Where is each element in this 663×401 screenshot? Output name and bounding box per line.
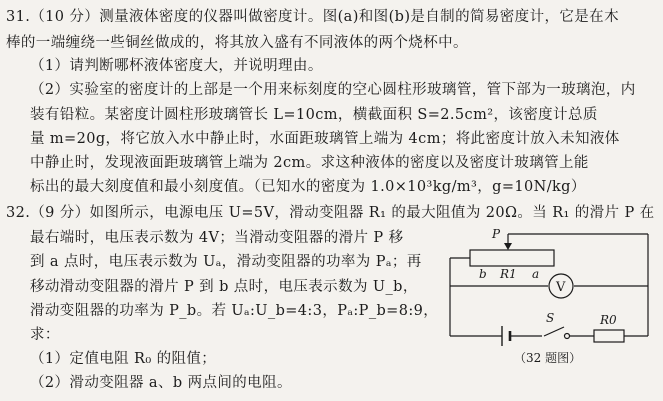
q31-line-4: （2）实验室的密度计的上部是一个用来标刻度的空心圆柱形玻璃管，管下部为一玻璃泡，内 bbox=[30, 82, 636, 98]
q31-line-2: 棒的一端缠绕一些铜丝做成的，将其放入盛有不同液体的两个烧杯中。 bbox=[6, 35, 468, 51]
q32-line-5: 滑动变阻器的功率为 P_b。若 Uₐ:U_b=4:3，Pₐ:P_b=8:9， bbox=[30, 303, 439, 319]
label-b: b bbox=[479, 267, 487, 281]
q32-line-7: （1）定值电阻 R₀ 的阻值； bbox=[30, 351, 217, 367]
label-r0: R0 bbox=[600, 313, 617, 327]
q31-line-7: 中静止时，发现液面距玻璃管上端为 2cm。求这种液体的密度以及密度计玻璃管上能 bbox=[30, 155, 589, 171]
q32-line-1: 32.（9 分）如图所示，电源电压 U=5V，滑动变阻器 R₁ 的最大阻值为 20Ω。当 R₁ 的滑片 P 在 bbox=[6, 205, 655, 221]
circuit-diagram bbox=[438, 226, 660, 366]
resistor-r0 bbox=[594, 330, 624, 342]
figure-caption: （32 题图） bbox=[514, 351, 582, 365]
label-v: V bbox=[556, 280, 566, 295]
q31-line-6: 量 m=20g，将它放入水中静止时，水面距玻璃管上端为 4cm；将此密度计放入未知液体 bbox=[30, 131, 620, 147]
q31-line-8: 标出的最大刻度值和最小刻度值。（已知水的密度为 1.0×10³kg/m³，g=10N/kg） bbox=[30, 179, 586, 195]
switch-s bbox=[544, 327, 564, 336]
q31-line-5: 装有铅粒。某密度计圆柱形玻璃管长 L=10cm，横截面积 S=2.5cm²，该密度计总质 bbox=[30, 107, 598, 123]
q31-line-3: （1）请判断哪杯液体密度大，并说明理由。 bbox=[30, 58, 323, 74]
label-s: S bbox=[546, 311, 555, 325]
q32-line-2: 最右端时，电压表示数为 4V；当滑动变阻器的滑片 P 移 bbox=[30, 230, 404, 246]
q32-line-6: 求： bbox=[30, 327, 60, 343]
q32-line-4: 移动滑动变阻器的滑片 P 到 b 点时，电压表示数为 U_b， bbox=[30, 279, 418, 295]
label-r1: R1 bbox=[500, 267, 517, 281]
q32-line-8: （2）滑动变阻器 a、b 两点间的电阻。 bbox=[30, 375, 292, 391]
switch-contact bbox=[565, 334, 570, 339]
q31-line-1: 31.（10 分）测量液体密度的仪器叫做密度计。图(a)和图(b)是自制的简易密度计，它是在木 bbox=[6, 9, 619, 25]
label-a: a bbox=[532, 267, 540, 281]
q32-line-3: 到 a 点时，电压表示数为 Uₐ，滑动变阻器的功率为 Pₐ；再 bbox=[30, 254, 422, 270]
rheostat-r1 bbox=[470, 250, 554, 266]
slider-p-arrow bbox=[504, 243, 512, 250]
label-p: P bbox=[492, 227, 501, 241]
